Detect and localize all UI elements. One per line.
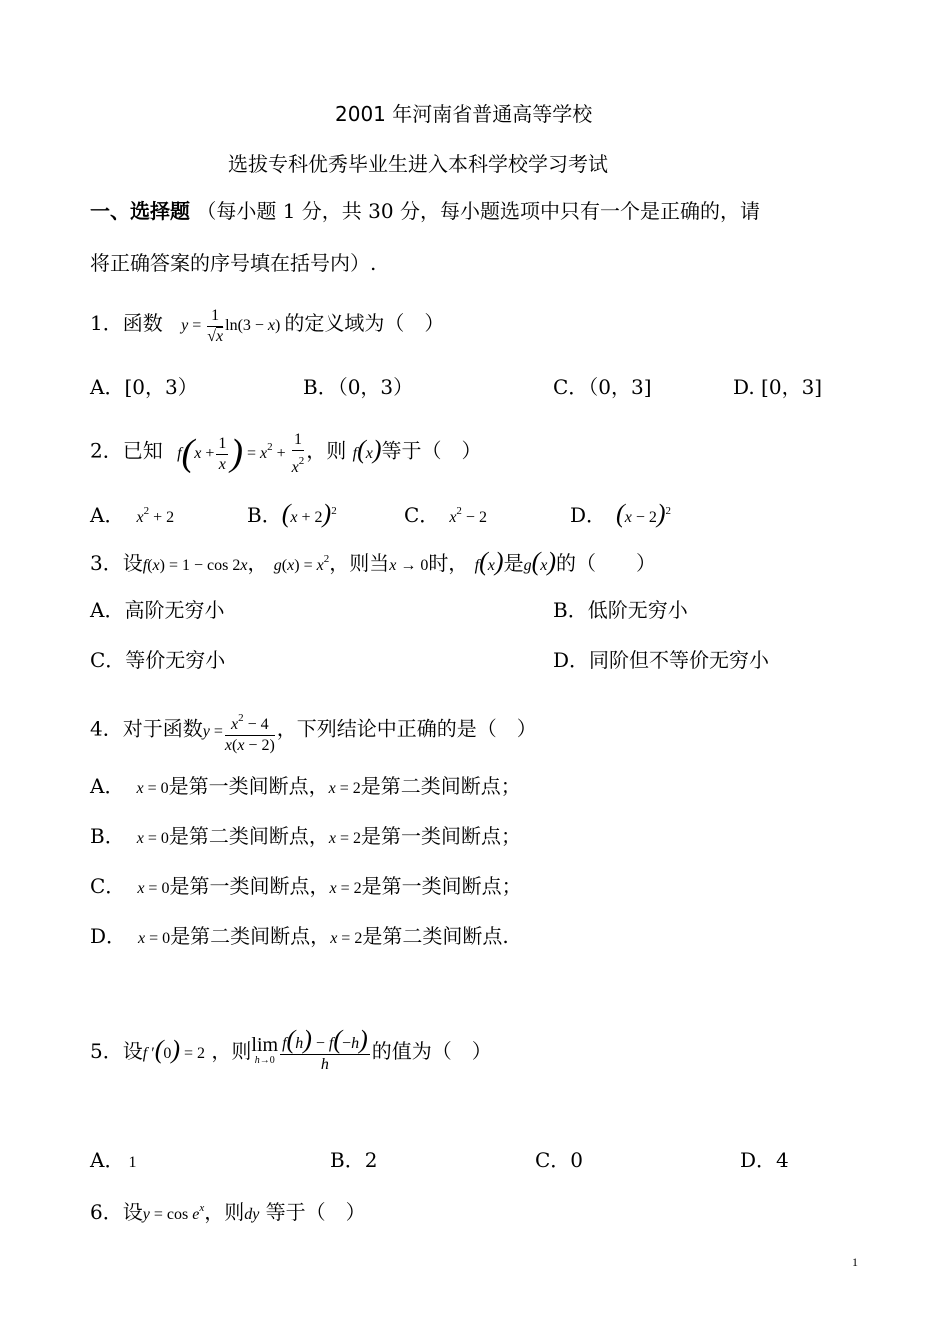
question-6: 6．设$y = \cos e^x$，则dy 等于（ ） [90,1200,366,1224]
question-3: 3．设f(x) = 1 − cos 2x， $g(x) = x^2$，则当x → 0时， f(x)是g(x)的（ ） [90,547,657,576]
q3-option-d: D．同阶但不等价无穷小 [553,648,770,672]
q3-option-b: B．低阶无穷小 [553,598,688,622]
instruction-line-1: （每小题 1 分，共 30 分，每小题选项中只有一个是正确的，请 [196,199,760,223]
limit-condition: x → 0 [389,557,429,574]
q4-option-b: B． x = 0是第二类间断点，x = 2是第一类间断点； [90,824,521,848]
question-number: 5．设 [90,1039,143,1063]
question-number: 2．已知 [90,438,163,463]
q5-option-b: B．2 [330,1148,378,1172]
q2-option-b: B．$(x + 2)^2$ [247,499,337,528]
q1-option-a: A．[0，3） [90,375,198,399]
section-heading: 一、选择题 [90,199,190,223]
question-4 [90,708,537,756]
question-number: 6．设 [90,1200,143,1224]
question-suffix: 的值为（ ） [371,1039,492,1063]
title-line-2: 选拔专科优秀毕业生进入本科学校学习考试 [228,152,608,176]
title-line-1: 2001 年河南省普通高等学校 [335,102,593,126]
question-number: 4．对于函数 [90,716,203,741]
q4-option-d: D． x = 0是第二类间断点，x = 2是第二类间断点. [90,924,509,948]
section-instruction-1 [90,198,760,224]
q4-option-c: C． x = 0是第一类间断点，x = 2是第一类间断点； [90,874,522,898]
formula: y = $\frac{1}{√x}$ ln(3 − x) [181,307,281,345]
page-number: 1 [852,1255,858,1269]
f-of-x: f(x) [352,434,382,464]
question-number: 3．设 [90,551,143,575]
question-1 [90,306,444,347]
formula: $y = \cos e^x$ [142,1202,205,1223]
q3-option-a: A．高阶无穷小 [90,598,225,622]
q5-option-a: A． 1 [90,1148,137,1172]
q1-option-b: B．（0，3） [303,375,414,399]
formula: f(x + $\frac{1}{x}$ ) = $x^2$ + $\frac{1}{x^2}$ [177,431,305,476]
formula-derivative: f ′(0) = 2 [142,1035,206,1064]
formula-g: $g(x) = x^2$ [273,553,330,574]
q1-option-d: D. [0，3] [733,375,823,399]
q2-option-c: C． $x^2 - 2$ [404,503,487,527]
instruction-line-2: 将正确答案的序号填在括号内）. [90,251,377,275]
q4-option-a: A． x = 0是第一类间断点，x = 2是第二类间断点； [90,774,521,798]
q3-option-c: C．等价无穷小 [90,648,226,672]
formula-f: f(x) = 1 − cos 2x [142,557,248,574]
q5-option-d: D．4 [740,1148,789,1172]
q5-option-c: C．0 [535,1148,584,1172]
question-suffix: 的定义域为（ ） [284,311,445,336]
question-suffix: 等于（ ） [381,438,482,463]
question-suffix: 等于（ ） [265,1200,366,1224]
q2-option-a: A． $x^2 + 2$ [90,503,175,527]
formula: y = $\frac{x^2 - 4}{x(x - 2)}$ [203,723,277,740]
question-suffix: ，下列结论中正确的是（ ） [276,716,537,741]
question-mid: ，则 [306,438,347,463]
q2-option-d: D． $(x - 2)^2$ [570,499,672,528]
dy: dy [244,1206,260,1223]
question-2 [90,430,482,478]
q1-option-c: C．（0，3] [553,375,652,399]
limit: lim h→0 [251,1033,279,1066]
question-number: 1．函数 [90,311,163,336]
question-5: 5．设f ′(0) = 2 ，则lim h→0 $\frac{f(h) - f(-h)}{h}$ 的值为（ ） [90,1025,492,1073]
formula-fraction: $\frac{f(h) - f(-h)}{h}$ [282,1025,368,1073]
